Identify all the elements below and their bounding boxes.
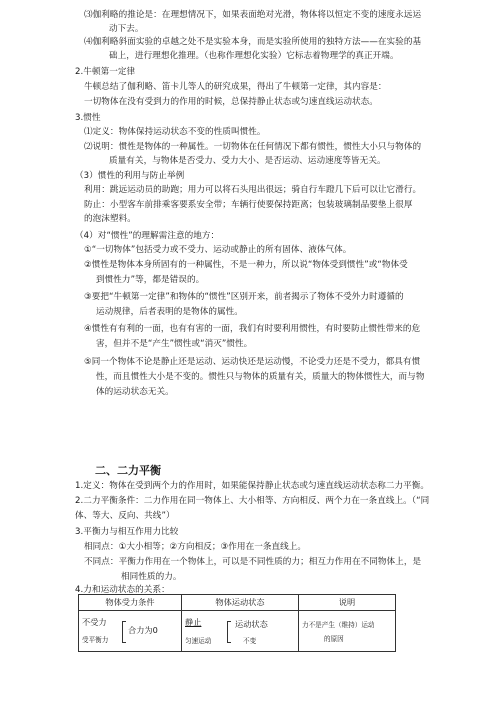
text-line: （4）对“惯性”的理解需注意的地方： bbox=[75, 231, 220, 241]
text-line: 1.定义：物体在受到两个力的作用时，如果能保持静止状态或匀速直线运动状态称二力平衡。 bbox=[75, 481, 430, 491]
motion-state-cell bbox=[182, 611, 299, 652]
brace-icon bbox=[122, 621, 126, 643]
table-header-cell: 物体运动状态 bbox=[182, 595, 299, 611]
text-line: 到惯性力”等，都是错误的。 bbox=[96, 275, 205, 285]
text-line: 相同点：①大小相等；②方向相反；③作用在一条直线上。 bbox=[84, 542, 307, 552]
text-line: ①“一切物体”包括受力或不受力、运动或静止的所有固体、液体气体。 bbox=[84, 245, 352, 255]
text-line: 害，但并不是“产生”惯性或“消灭”惯性。 bbox=[96, 339, 253, 349]
table-header-cell: 说明 bbox=[299, 595, 396, 611]
force-condition-cell bbox=[79, 611, 182, 652]
text-line: 一切物体在没有受到力的作用的时候，总保持静止状态或匀速直线运动状态。 bbox=[84, 97, 378, 107]
text-line: 动下去。 bbox=[109, 24, 144, 34]
text-line: ⑤同一个物体不论是静止还是运动、运动快还是运动慢，不论受力还是不受力，都具有惯 bbox=[84, 357, 421, 367]
text-line: 3.惯性 bbox=[75, 113, 101, 123]
text-line: 利用：跳远运动员的助跑；用力可以将石头甩出很远；骑自行车蹬几下后可以让它滑行。 bbox=[84, 185, 422, 195]
text-line: 2.二力平衡条件：二力作用在同一物体上、大小相等、方向相反、两个力在一条直线上。（“同 bbox=[75, 496, 430, 506]
uniform-motion-label: 匀速运动 bbox=[185, 637, 212, 645]
table-row bbox=[79, 611, 396, 652]
text-line: 的泡沫塑料。 bbox=[84, 214, 136, 224]
note-line-1: 力不是产生（维持）运动 bbox=[302, 621, 375, 629]
force-motion-table bbox=[78, 594, 396, 652]
text-line: ③要把“牛顿第一定律”和物体的“惯性”区别开来，前者揭示了物体不受外力时遵循的 bbox=[84, 292, 404, 302]
text-line: ⑶伽利略的推论是：在理想情况下，如果表面绝对光滑，物体将以恒定不变的速度永远运 bbox=[84, 10, 422, 20]
table-header-row bbox=[79, 595, 396, 611]
text-line: 4.力和运动状态的关系： bbox=[75, 585, 170, 595]
text-line: ④惯性有有利的一面，也有有害的一面，我们有时要利用惯性，有时要防止惯性带来的危 bbox=[84, 324, 421, 334]
motion-state-label: 运动状态 bbox=[235, 619, 268, 629]
at-rest-label: 静止 bbox=[185, 617, 202, 627]
text-line: ⑷伽利略斜面实验的卓越之处不是实验本身，而是实验所使用的独特方法——在实验的基 bbox=[84, 37, 422, 47]
note-cell bbox=[299, 611, 396, 652]
text-line: 牛顿总结了伽利略、笛卡儿等人的研究成果，得出了牛顿第一定律，其内容是： bbox=[84, 82, 387, 92]
text-line: ②惯性是物体本身所固有的一种属性，不是一种力，所以说“物体受到惯性”或“物体受 bbox=[84, 260, 408, 270]
text-line: 2.牛顿第一定律 bbox=[75, 67, 136, 77]
text-line: ⑴定义：物体保持运动状态不变的性质叫惯性。 bbox=[84, 127, 266, 137]
no-force-label: 不受力 bbox=[82, 617, 107, 627]
text-line: 体的运动状态无关。 bbox=[96, 387, 174, 397]
text-line: 不同点：平衡力作用在一个物体上，可以是不同性质的力；相互力作用在不同物体上，是 bbox=[84, 557, 422, 567]
balanced-force-label: 受平衡力 bbox=[82, 636, 109, 644]
text-line: 防止：小型客车前排乘客要系安全带；车辆行使要保持距离；包装玻璃制品要垫上很厚 bbox=[84, 200, 413, 210]
text-line: 运动规律，后者表明的是物体的属性。 bbox=[96, 307, 243, 317]
text-line: 相同性质的力。 bbox=[121, 572, 182, 582]
unchanged-label: 不变 bbox=[243, 637, 257, 645]
section-title: 二、二力平衡 bbox=[95, 464, 161, 477]
text-line: 性，而且惯性大小是不变的。惯性只与物体的质量有关，质量大的物体惯性大，而与物 bbox=[96, 372, 425, 382]
note-line-2: 的原因 bbox=[324, 635, 344, 643]
net-zero-label: 合力为0 bbox=[128, 625, 158, 635]
text-line: （3）惯性的利用与防止举例 bbox=[75, 171, 185, 181]
text-line: 础上，进行理想化推理。（也称作理想化实验）它标志着物理学的真正开端。 bbox=[109, 51, 399, 61]
brace-icon bbox=[227, 621, 231, 643]
text-line: 质量有关，与物体是否受力、受力大小、是否运动、运动速度等皆无关。 bbox=[109, 156, 386, 166]
text-line: 体、等大、反向、共线”） bbox=[75, 511, 175, 521]
table-header-cell: 物体受力条件 bbox=[79, 595, 182, 611]
text-line: 3.平衡力与相互作用力比较 bbox=[75, 527, 179, 537]
text-line: ⑵说明：惯性是物体的一种属性。一切物体在任何情况下都有惯性，惯性大小只与物体的 bbox=[84, 142, 422, 152]
